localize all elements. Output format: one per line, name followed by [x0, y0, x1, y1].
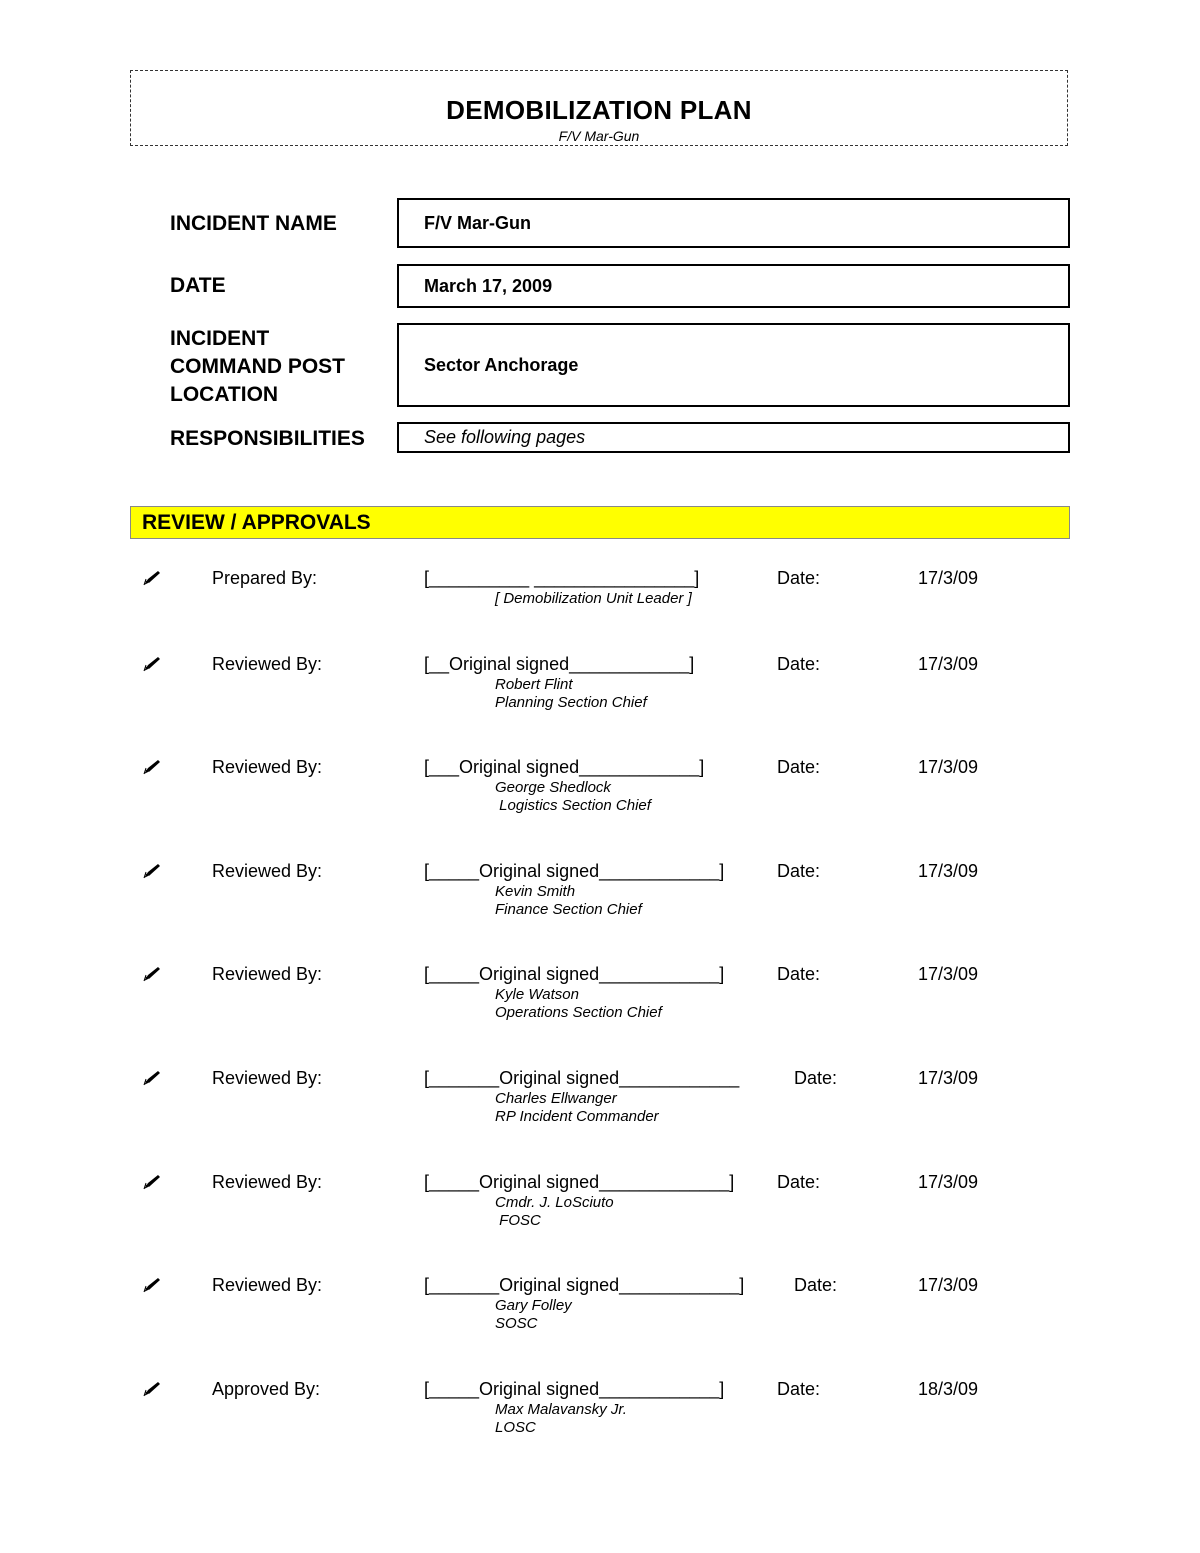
date-field[interactable] — [397, 264, 1070, 308]
approval-date: 17/3/09 — [918, 1172, 979, 1192]
incident-name-value: F/V Mar-Gun — [424, 212, 531, 233]
signature-line[interactable]: [_______Original signed____________ — [424, 1068, 740, 1088]
date-label: Date: — [777, 1172, 821, 1192]
signer-title: FOSC — [495, 1212, 541, 1229]
date-label: Date: — [777, 1379, 821, 1399]
approval-role: Approved By: — [212, 1379, 321, 1399]
approval-row — [0, 1275, 1200, 1355]
pen-icon — [143, 1277, 161, 1293]
pen-icon — [143, 1381, 161, 1397]
approval-row — [0, 654, 1200, 734]
signer-name: Robert Flint — [495, 676, 573, 693]
approval-role: Reviewed By: — [212, 964, 323, 984]
approval-date: 18/3/09 — [918, 1379, 979, 1399]
date-label: Date: — [794, 1275, 838, 1295]
incident-name-field[interactable] — [397, 198, 1070, 248]
approval-date: 17/3/09 — [918, 1275, 979, 1295]
approval-row — [0, 757, 1200, 837]
pen-icon — [143, 863, 161, 879]
signature-line[interactable]: [_____Original signed____________] — [424, 861, 725, 881]
signer-name: Cmdr. J. LoSciuto — [495, 1194, 614, 1211]
approval-row — [0, 861, 1200, 941]
approval-date: 17/3/09 — [918, 964, 979, 984]
signer-name: Gary Folley — [495, 1297, 572, 1314]
pen-icon — [143, 966, 161, 982]
icp-location-field[interactable] — [397, 323, 1070, 407]
approval-role: Reviewed By: — [212, 1275, 323, 1295]
approval-role: Reviewed By: — [212, 861, 323, 881]
pen-icon — [143, 759, 161, 775]
date-label: Date: — [777, 654, 821, 674]
approval-role: Reviewed By: — [212, 757, 323, 777]
icp-label-line1: INCIDENT — [170, 327, 270, 350]
responsibilities-field[interactable] — [397, 422, 1070, 453]
approval-date: 17/3/09 — [918, 1068, 979, 1088]
signer-name: Kevin Smith — [495, 883, 576, 900]
date-label: Date: — [794, 1068, 838, 1088]
date-label: Date: — [777, 757, 821, 777]
pen-icon — [143, 1174, 161, 1190]
header-box — [130, 70, 1068, 146]
pen-icon — [143, 1070, 161, 1086]
signature-line[interactable]: [_____Original signed_____________] — [424, 1172, 735, 1192]
pen-icon — [143, 656, 161, 672]
signature-line[interactable]: [__________ ________________] — [424, 568, 700, 588]
document-subtitle: F/V Mar-Gun — [558, 128, 640, 144]
signer-name: Charles Ellwanger — [495, 1090, 617, 1107]
document-title: DEMOBILIZATION PLAN — [446, 95, 752, 125]
incident-name-label: INCIDENT NAME — [170, 212, 337, 235]
date-label: Date: — [777, 964, 821, 984]
approval-date: 17/3/09 — [918, 861, 979, 881]
approval-date: 17/3/09 — [918, 654, 979, 674]
responsibilities-value: See following pages — [424, 427, 586, 447]
approval-role: Prepared By: — [212, 568, 318, 588]
approval-role: Reviewed By: — [212, 654, 323, 674]
icp-location-value: Sector Anchorage — [424, 354, 579, 375]
signature-line[interactable]: [_______Original signed____________] — [424, 1275, 745, 1295]
approval-row — [0, 568, 1200, 648]
signer-title: Logistics Section Chief — [495, 797, 651, 814]
signer-title: Planning Section Chief — [495, 694, 647, 711]
signer-title: Finance Section Chief — [495, 901, 642, 918]
signer-name: Max Malavansky Jr. — [495, 1401, 627, 1418]
approval-row — [0, 1172, 1200, 1252]
date-label: Date: — [777, 861, 821, 881]
signature-line[interactable]: [___Original signed____________] — [424, 757, 705, 777]
date-value: March 17, 2009 — [424, 275, 553, 296]
approval-date: 17/3/09 — [918, 568, 979, 588]
date-label: DATE — [170, 274, 226, 297]
signer-title: SOSC — [495, 1315, 538, 1332]
approval-row — [0, 1068, 1200, 1148]
signature-line[interactable]: [_____Original signed____________] — [424, 1379, 725, 1399]
signer-name: George Shedlock — [495, 779, 611, 796]
signature-line[interactable]: [_____Original signed____________] — [424, 964, 725, 984]
responsibilities-label: RESPONSIBILITIES — [170, 427, 365, 450]
approval-role: Reviewed By: — [212, 1068, 323, 1088]
date-label: Date: — [777, 568, 821, 588]
icp-label — [170, 325, 345, 409]
pen-icon — [143, 570, 161, 586]
approval-row — [0, 964, 1200, 1044]
review-approvals-header: REVIEW / APPROVALS — [130, 506, 1070, 539]
approval-role: Reviewed By: — [212, 1172, 323, 1192]
approval-date: 17/3/09 — [918, 757, 979, 777]
signer-title: Operations Section Chief — [495, 1004, 662, 1021]
signer-name: [ Demobilization Unit Leader ] — [495, 590, 692, 607]
signer-title: LOSC — [495, 1419, 536, 1436]
icp-label-line2: COMMAND POST — [170, 355, 345, 378]
signature-line[interactable]: [__Original signed____________] — [424, 654, 695, 674]
approval-row — [0, 1379, 1200, 1459]
signer-title: RP Incident Commander — [495, 1108, 659, 1125]
signer-name: Kyle Watson — [495, 986, 579, 1003]
icp-label-line3: LOCATION — [170, 383, 279, 406]
